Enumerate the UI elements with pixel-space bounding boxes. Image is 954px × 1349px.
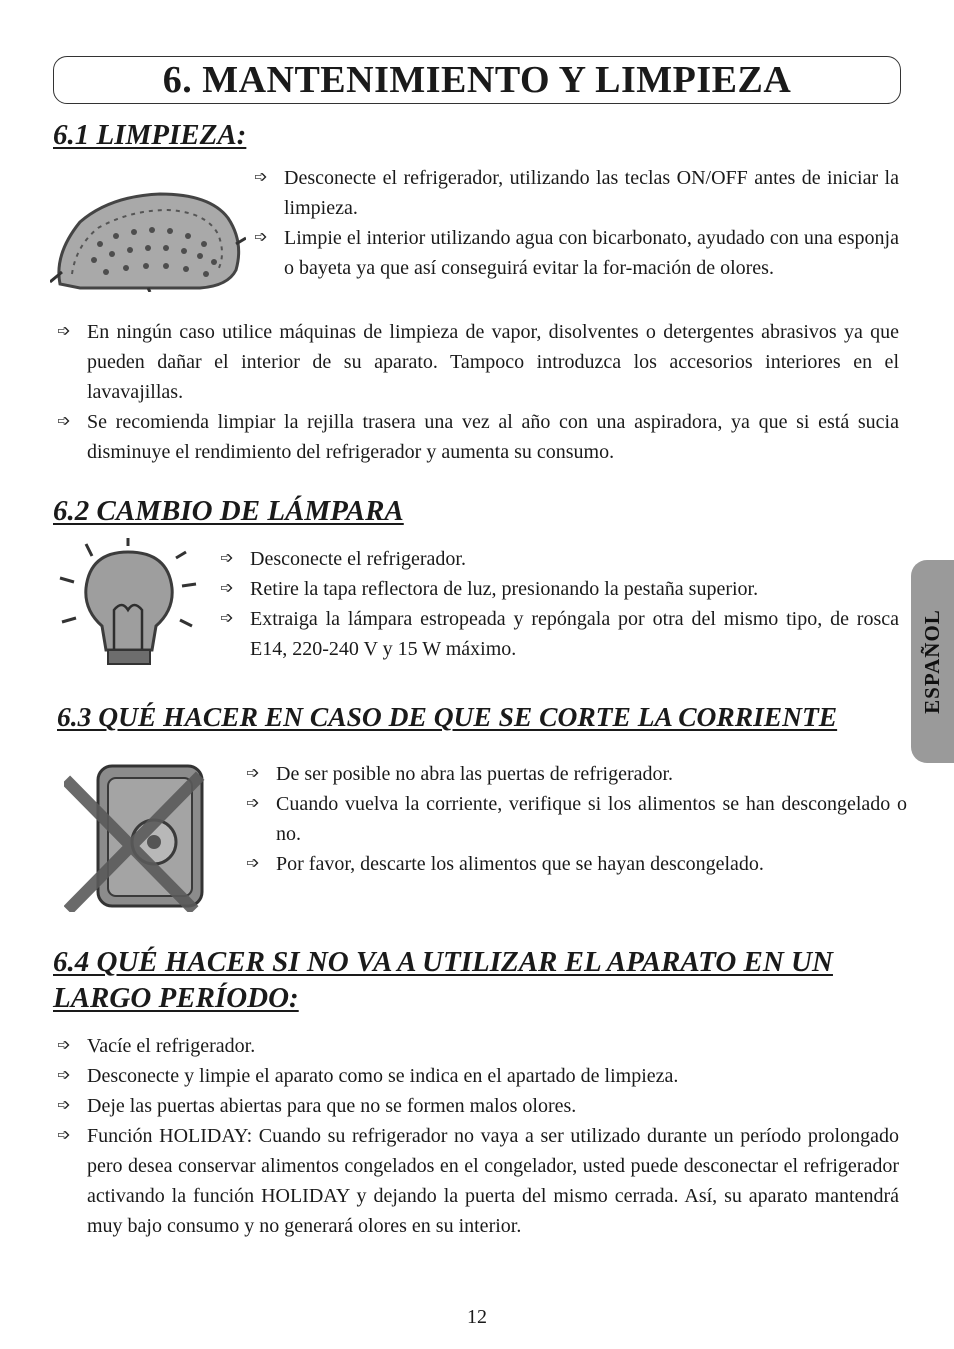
hollow-arrow-icon: ➩ [57, 323, 71, 340]
list-item: ➩ Limpie el interior utilizando agua con bicarbonato, ayudado con una esponja o bayeta ya que así conseguirá evitar la for-mación de olores. [250, 223, 899, 283]
section-heading-largo-periodo: 6.4 QUÉ HACER SI NO VA A UTILIZAR EL APARATO EN UN LARGO PERÍODO: [53, 946, 833, 1014]
list-item: ➩ Deje las puertas abiertas para que no se formen malos olores. [53, 1091, 899, 1121]
section-heading-corte-corriente: 6.3 QUÉ HACER EN CASO DE QUE SE CORTE LA CORRIENTE [57, 701, 838, 732]
hollow-arrow-icon: ➩ [254, 229, 268, 246]
limpieza-list-bottom [53, 317, 899, 467]
page-title-box [53, 56, 901, 104]
list-item: ➩ Vacíe el refrigerador. [53, 1031, 899, 1061]
language-side-tab [911, 560, 954, 763]
page-number: 12 [467, 1306, 487, 1328]
lampara-list [216, 544, 899, 664]
list-item: ➩ Desconecte el refrigerador. [216, 544, 899, 574]
crossed-fridge-icon [64, 760, 210, 912]
list-item: ➩ Se recomienda limpiar la rejilla trasera una vez al año con una aspiradora, ya que si está sucia disminuye el rendimiento del refrigerador y aumenta su consumo. [53, 407, 899, 467]
hollow-arrow-icon: ➩ [57, 1127, 71, 1144]
light-bulb-icon [56, 538, 200, 668]
list-item: ➩ Cuando vuelva la corriente, verifique si los alimentos se han descongelado o no. [242, 789, 907, 849]
limpieza-list-top [250, 163, 899, 283]
list-item: ➩ Por favor, descarte los alimentos que se hayan descongelado. [242, 849, 907, 879]
hollow-arrow-icon: ➩ [246, 795, 260, 812]
list-item: ➩ De ser posible no abra las puertas de refrigerador. [242, 759, 907, 789]
hollow-arrow-icon: ➩ [220, 580, 234, 597]
hollow-arrow-icon: ➩ [254, 169, 268, 186]
list-item: ➩ Retire la tapa reflectora de luz, presionando la pestaña superior. [216, 574, 899, 604]
list-item: ➩ En ningún caso utilice máquinas de limpieza de vapor, disolventes o detergentes abrasivos ya que pueden dañar el interior de su aparato. Tampoco introduzca los accesorios interiores en el lavavajillas. [53, 317, 899, 407]
hollow-arrow-icon: ➩ [57, 1067, 71, 1084]
hollow-arrow-icon: ➩ [57, 413, 71, 430]
hollow-arrow-icon: ➩ [246, 855, 260, 872]
hollow-arrow-icon: ➩ [246, 765, 260, 782]
language-label: ESPAÑOL [920, 609, 945, 714]
hollow-arrow-icon: ➩ [220, 550, 234, 567]
list-item: ➩ Desconecte y limpie el aparato como se indica en el apartado de limpieza. [53, 1061, 899, 1091]
hollow-arrow-icon: ➩ [220, 610, 234, 627]
largo-periodo-list [53, 1031, 899, 1241]
page-title: 6. MANTENIMIENTO Y LIMPIEZA [162, 59, 792, 101]
hollow-arrow-icon: ➩ [57, 1097, 71, 1114]
list-item: ➩ Función HOLIDAY: Cuando su refrigerador no vaya a ser utilizado durante un período prolongado pero desea conservar alimentos congelados en el congelador, usted puede desconectar el refrigerador activando la función HOLIDAY y dejando la puerta del mismo cerrada. Así, su aparato mantendrá muy bajo consumo y no generará olores en su interior. [53, 1121, 899, 1241]
list-item: ➩ Extraiga la lámpara estropeada y repóngala por otra del mismo tipo, de rosca E14, 220-240 V y 15 W máximo. [216, 604, 899, 664]
section-heading-lampara: 6.2 CAMBIO DE LÁMPARA [53, 495, 404, 527]
list-item: ➩ Desconecte el refrigerador, utilizando las teclas ON/OFF antes de iniciar la limpieza. [250, 163, 899, 223]
sponge-icon [50, 184, 246, 292]
hollow-arrow-icon: ➩ [57, 1037, 71, 1054]
section-heading-limpieza: 6.1 LIMPIEZA: [53, 119, 247, 151]
corte-corriente-list [242, 759, 907, 879]
